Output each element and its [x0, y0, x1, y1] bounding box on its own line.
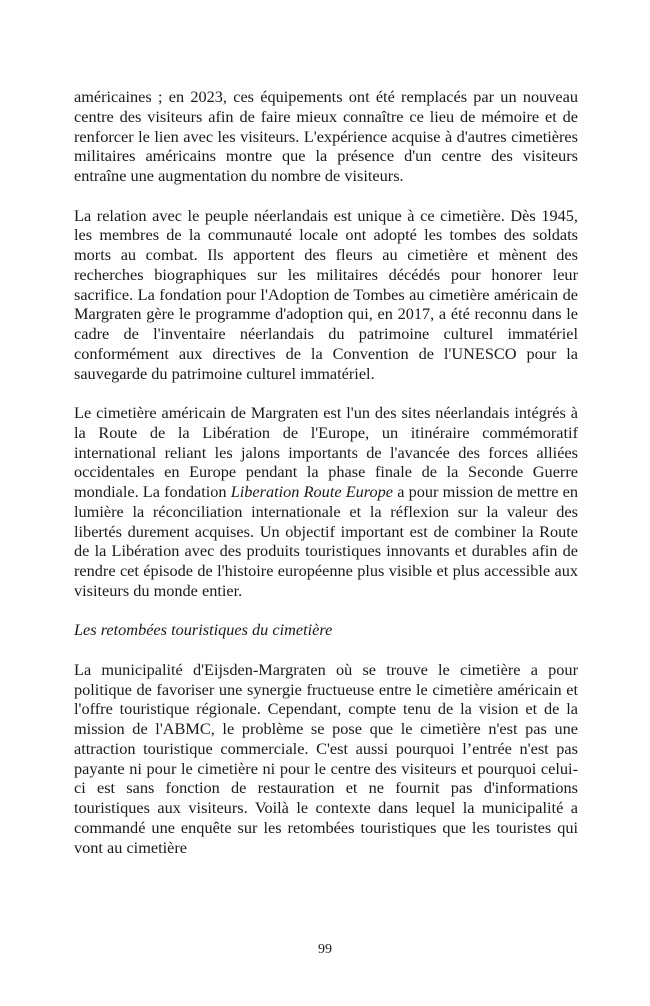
section-heading: Les retombées touristiques du cimetière: [74, 620, 333, 640]
paragraph-dutch-relation: La relation avec le peuple néerlandais est unique à ce cimetière. Dès 1945, les membres de la communauté locale ont adopté les tombes des soldats morts au combat. Ils apportent des fleurs au cimetière et mènent des recherches biographiques sur les militaires décédés pour honorer leur sacrifice. La fondation pour l'Adoption de Tombes au cimetière américain de Margraten gère le programme d'adoption qui, en 2017, a été reconnu dans le cadre de l'inventaire néerlandais du patrimoine culturel immatériel conformément aux directives de la Convention de l'UNESCO pour la sauvegarde du patrimoine culturel immatériel.: [74, 205, 578, 383]
paragraph-visitor-center: américaines ; en 2023, ces équipements ont été remplacés par un nouveau centre des visiteurs afin de faire mieux connaître ce lieu de mémoire et de renforcer le lien avec les visiteurs. L'expérience acquise à d'autres cimetières militaires américains montre que la présence d'un centre des visiteurs entraîne une augmentation du nombre de visiteurs.: [74, 87, 578, 185]
liberation-route-europe-italic: Liberation Route Europe: [230, 482, 394, 501]
page-body: [74, 87, 578, 857]
paragraph-liberation-route-text-1: Le cimetière américain de Margraten est l'un des sites néerlandais intégrés à la Route de la Libération de l'Europe, un itinéraire commémoratif international reliant les jalons importants de l'avancée des forces alliées occidentales en Europe pendant la phase finale de la Seconde Guerre mondiale. La fondation: [74, 403, 578, 501]
paragraph-liberation-route: [74, 403, 578, 601]
page-number: 99: [318, 942, 332, 957]
paragraph-tourism-impact: La municipalité d'Eijsden-Margraten où se trouve le cimetière a pour politique de favoriser une synergie fructueuse entre le cimetière américain et l'offre touristique régionale. Cependant, compte tenu de la vision et de la mission de l'ABMC, le problème se pose que le cimetière n'est pas une attraction touristique commerciale. C'est aussi pourquoi l’entrée n'est pas payante ni pour le cimetière ni pour le centre des visiteurs et pourquoi celui-ci est sans fonction de restauration et ne fournit pas d'informations touristiques aux visiteurs. Voilà le contexte dans lequel la municipalité a commandé une enquête sur les retombées touristiques que les touristes qui vont au cimetière: [74, 659, 578, 857]
paragraph-liberation-route-text-2: a pour mission de mettre en lumière la réconciliation internationale et la réflexion sur la valeur des libertés durement acquises. Un objectif important est de combiner la Route de la Libération avec des produits touristiques innovants et durables afin de rendre cet épisode de l'histoire européenne plus visible et plus accessible aux visiteurs du monde entier.: [74, 482, 578, 600]
